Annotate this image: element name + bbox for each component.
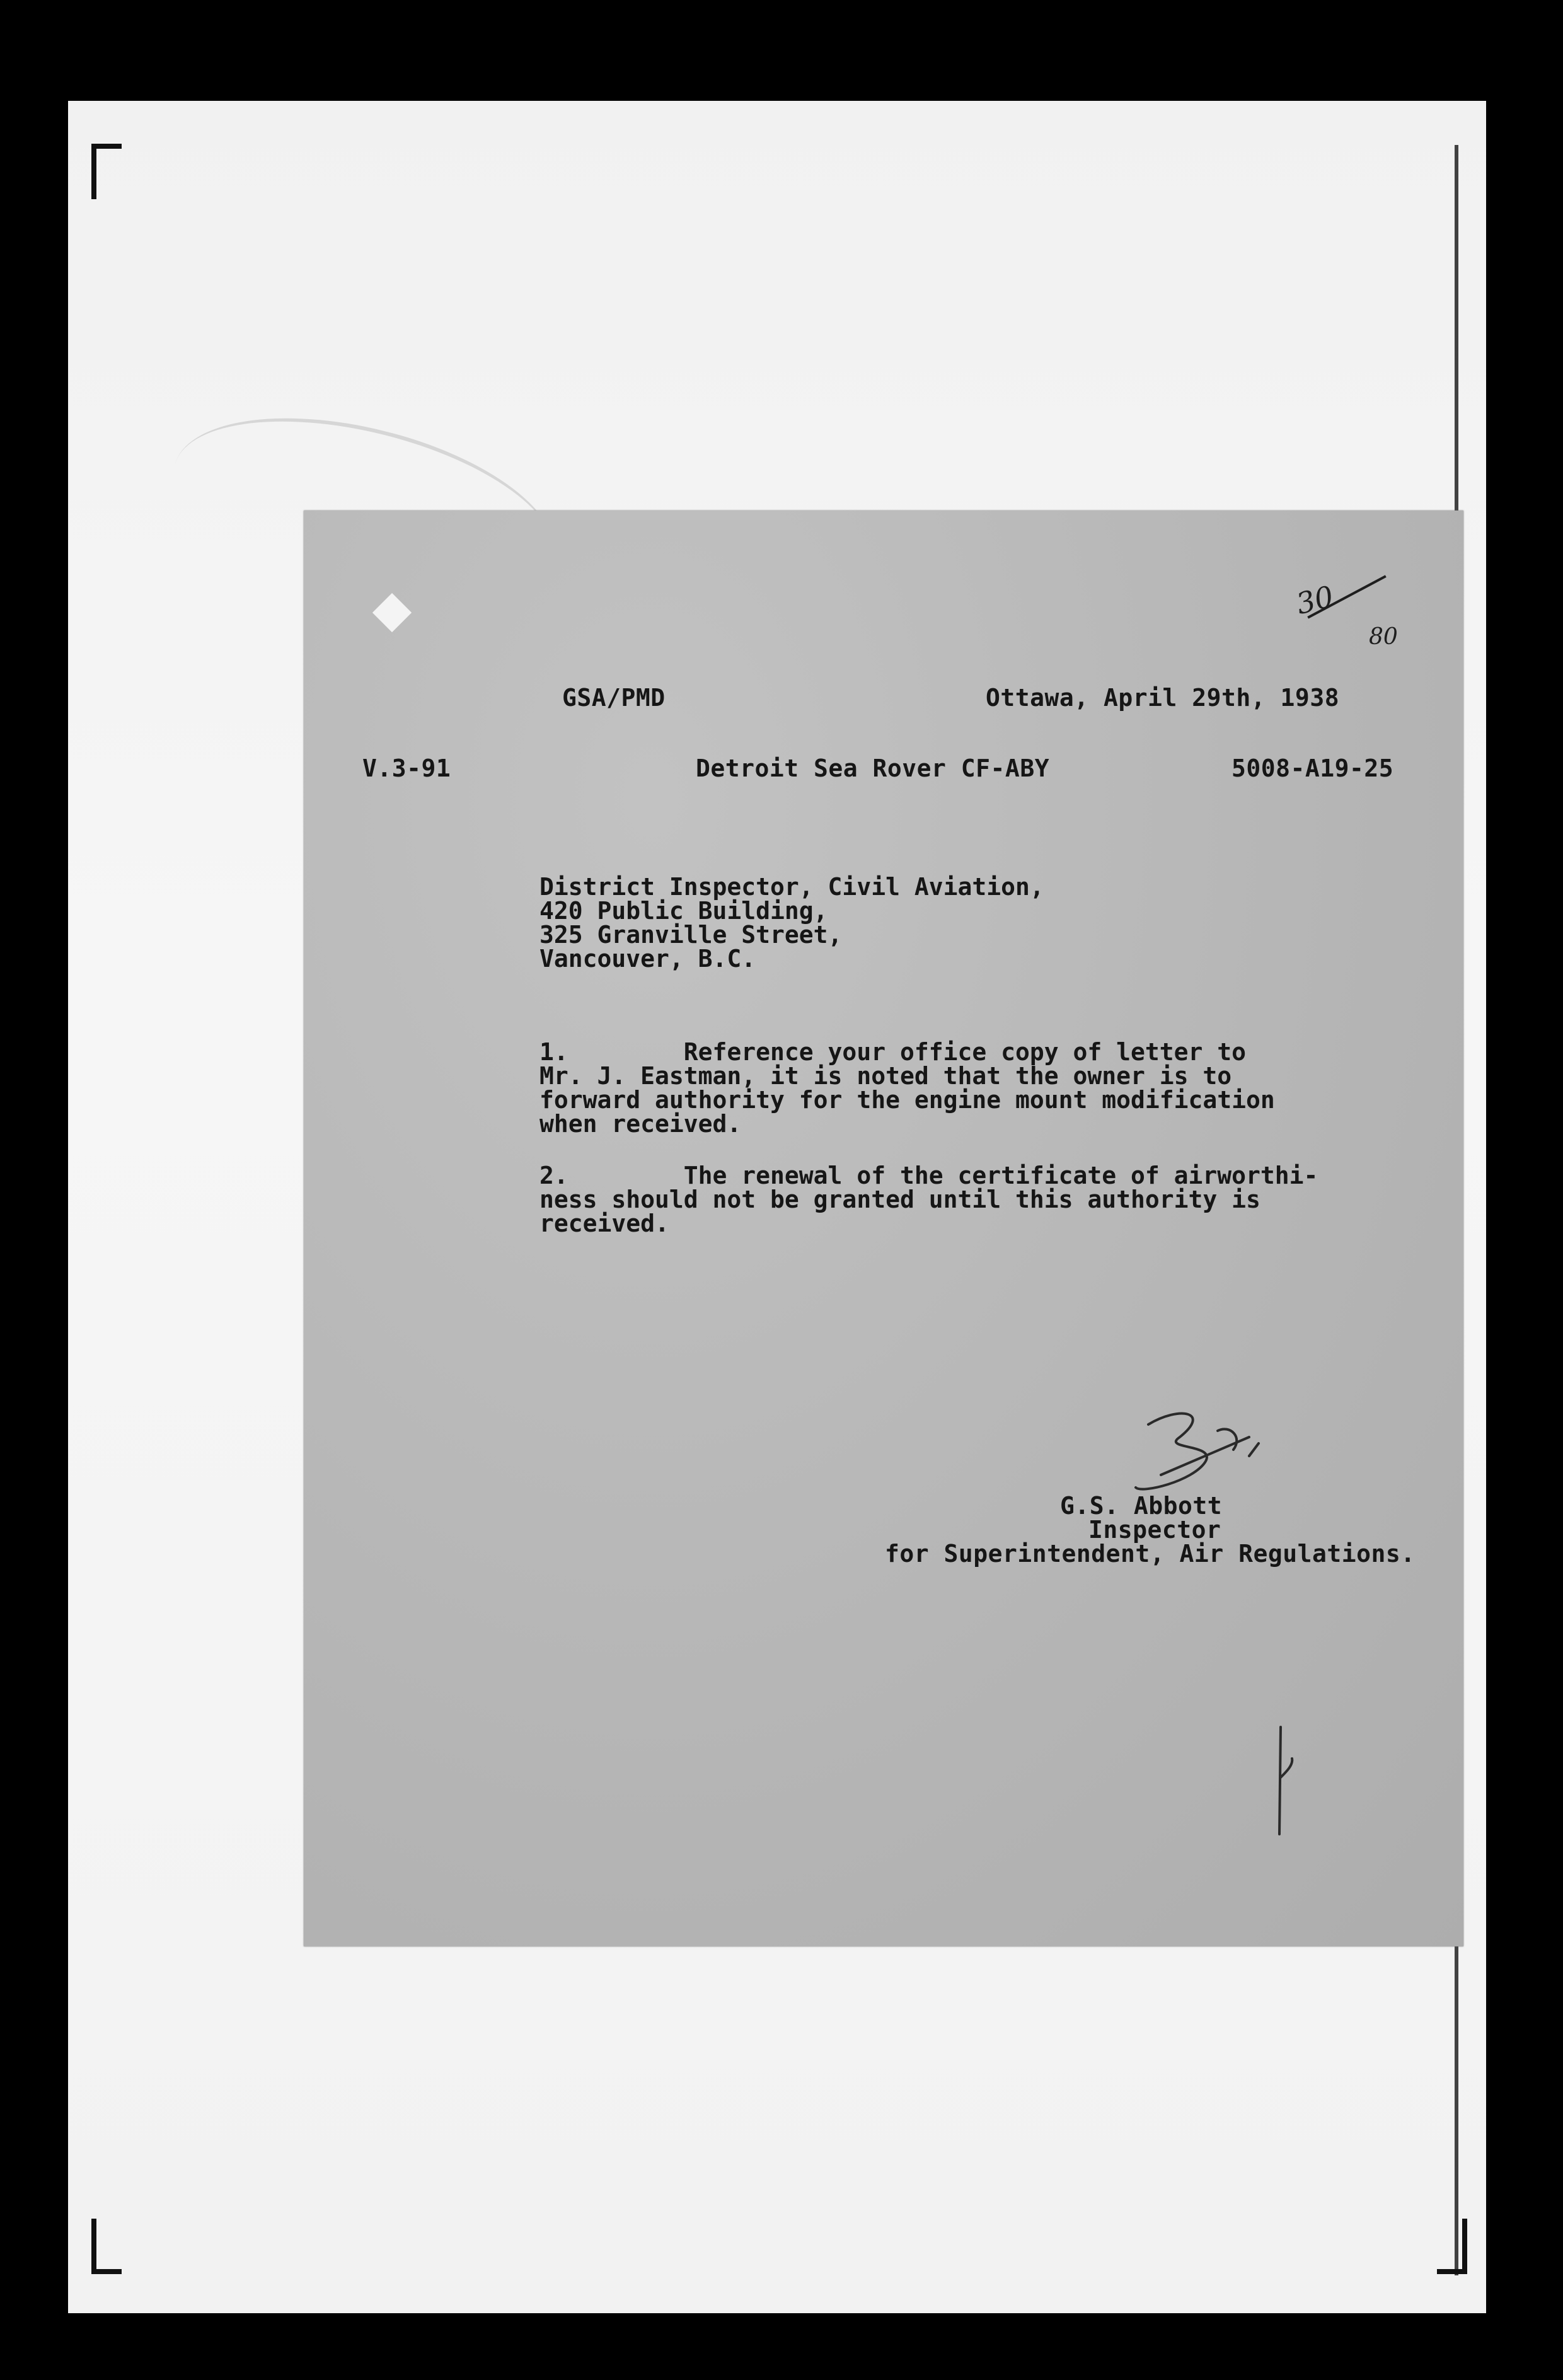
letter-page	[304, 511, 1463, 1946]
place-date: Ottawa, April 29th, 1938	[986, 684, 1340, 712]
file-number: 5008-A19-25	[1231, 754, 1394, 782]
body-line: forward authority for the engine mount modification	[539, 1086, 1275, 1114]
crop-mark-top-left	[91, 144, 122, 199]
body-line: received.	[539, 1210, 669, 1237]
subject-line: Detroit Sea Rover CF-ABY	[696, 754, 1050, 782]
pencil-tick-mark	[1268, 1721, 1306, 1847]
recipient-line: District Inspector, Civil Aviation,	[539, 873, 1044, 901]
body-line: 2. The renewal of the certificate of airworthi-	[539, 1162, 1318, 1189]
folio-number: 30	[1293, 579, 1337, 621]
crop-mark-bottom-left	[91, 2219, 122, 2274]
recipient-line: 420 Public Building,	[539, 897, 828, 925]
body-line: ness should not be granted until this authority is	[539, 1186, 1260, 1213]
body-line: Mr. J. Eastman, it is noted that the owner is to	[539, 1062, 1232, 1090]
folio-subnumber: 80	[1369, 624, 1398, 650]
signatory-on-behalf: for Superintendent, Air Regulations.	[885, 1540, 1416, 1568]
recipient-line: 325 Granville Street,	[539, 921, 843, 949]
signatory-name: G.S. Abbott	[1060, 1492, 1223, 1520]
crop-mark-bottom-right	[1437, 2219, 1467, 2274]
recipient-line: Vancouver, B.C.	[539, 945, 756, 973]
punch-hole	[372, 593, 412, 632]
reference-number: V.3-91	[362, 754, 451, 782]
signatory-title: Inspector	[1088, 1516, 1221, 1544]
body-line: 1. Reference your office copy of letter to	[539, 1038, 1247, 1066]
typist-initials: GSA/PMD	[562, 684, 666, 712]
body-line: when received.	[539, 1110, 742, 1138]
